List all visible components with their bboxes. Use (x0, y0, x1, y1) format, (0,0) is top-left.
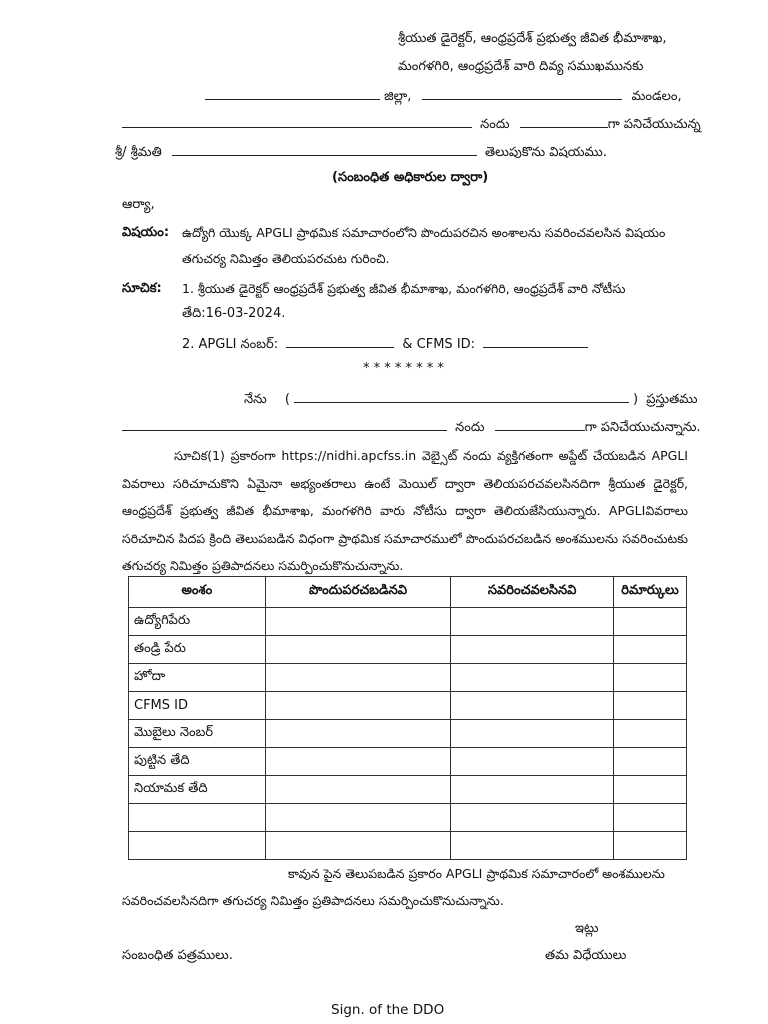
mandal-blank[interactable] (422, 87, 622, 100)
row-label-employee-name: ఉద్యోగిపేరు (129, 608, 266, 636)
name-line (115, 143, 607, 163)
cell[interactable] (265, 608, 451, 636)
cell[interactable] (614, 748, 687, 776)
col-header-existing: పొందుపరచబడినవి (265, 577, 451, 608)
row-label-appointment-date: నియామక తేది (129, 776, 266, 804)
cell[interactable] (614, 804, 687, 832)
informing-label: తెలుపుకొను విషయము. (485, 145, 607, 160)
i-line: నేను ( ) ప్రస్తుతము (244, 392, 698, 407)
cell[interactable] (265, 748, 451, 776)
addressee-line-1: శ్రీయుత డైరెక్టర్, ఆంధ్రప్రదేశ్ ప్రభుత్వ జీవిత భీమాశాఖ, (398, 31, 667, 46)
closing-line-2: సవరించవలసినదిగా తగుచర్య నిమిత్తం ప్రతిపాదనలు సమర్పించుకొనుచున్నాను. (122, 893, 504, 908)
cell[interactable] (129, 804, 266, 832)
in-label: నందు (480, 117, 510, 132)
closing-line-1: కావున పైన తెలుపబడిన ప్రకారం APGLI ప్రాథమిక సమాచారంలో అంశములను (288, 866, 665, 881)
in-label-2: నందు (455, 420, 485, 435)
table-row (129, 748, 687, 776)
enclosures: సంబంధిత పత్రములు. (122, 948, 233, 963)
cell[interactable] (451, 692, 614, 720)
working-label-2: గా పనిచేయుచున్నాను. (584, 420, 701, 435)
cell[interactable] (614, 692, 687, 720)
col-header-corrected: సవరించవలసినవి (451, 577, 614, 608)
cell[interactable] (451, 664, 614, 692)
separator-stars: * * * * * * * * (363, 361, 444, 376)
mandal-label: మండలం, (631, 89, 682, 104)
reference-1-line-1: 1. శ్రీయుత డైరెక్టర్ ఆంధ్రప్రదేశ్ ప్రభుత్వ జీవిత భీమాశాఖ, మంగళగిరి, ఆంధ్రప్రదేశ్ వారి నోటీసు (182, 281, 626, 296)
addressee-line-2: మంగళగిరి, ఆంధ్రప్రదేశ్ వారి దివ్య సముఖమునకు (398, 59, 644, 74)
subject-line-1: ఉద్యోగి యొక్క APGLI ప్రాథమిక సమాచారంలోని పొందుపరచిన అంశాలను సవరించవలసిన విషయం (182, 225, 666, 240)
table-row (129, 804, 687, 832)
district-blank[interactable] (205, 87, 380, 100)
cell[interactable] (129, 832, 266, 860)
correction-table (128, 576, 687, 860)
present-label: ప్రస్తుతము (646, 392, 698, 407)
table-row (129, 720, 687, 748)
cell[interactable] (451, 636, 614, 664)
table-row (129, 608, 687, 636)
office-blank[interactable] (122, 115, 472, 128)
cell[interactable] (614, 776, 687, 804)
designation-blank[interactable] (520, 115, 608, 128)
apgli-number-blank[interactable] (286, 335, 394, 348)
district-label: జిల్లా, (384, 89, 412, 104)
reference-1-line-2: తేది:16-03-2024. (182, 306, 286, 321)
cfms-id-label: & CFMS ID: (402, 337, 476, 352)
table-row (129, 692, 687, 720)
district-mandal-line (205, 87, 682, 107)
table-row (129, 636, 687, 664)
cfms-id-blank[interactable] (483, 335, 588, 348)
present-designation-blank[interactable] (495, 418, 585, 431)
cell[interactable] (451, 720, 614, 748)
apgli-number-label: 2. APGLI నంబర్: (182, 337, 279, 352)
cell[interactable] (265, 832, 451, 860)
body-paragraph: సూచిక(1) ప్రకారంగా https://nidhi.apcfss.in వెబ్సైట్ నందు వ్యక్తిగతంగా అప్డేట్ చేయబడిన APGLI వివరాలు సరిచూచుకొని ఏమైనా అభ్యంతరాలు ఉంటే మెయిల్ ద్వారా తెలియపరచవలసినదిగా శ్రీయుత డైరెక్టర్, ఆంధ్రప్రదేశ్ ప్రభుత్వ జీవిత భీమాశాఖ, మంగళగిరి వారు నోటీసు ద్వారా తెలియజేసియున్నారు. APGLIవివరాలు సరిచూచిన పిదప క్రింది తెలుపబడిన విధంగా ప్రాథమిక సమాచారములో పొందుపరచబడిన అంశములను సవరించుటకు తగుచర్య నిమిత్తం ప్రతిపాదనలు సమర్పించుకొనుచున్నాను. (122, 448, 688, 573)
cell[interactable] (265, 776, 451, 804)
cell[interactable] (451, 748, 614, 776)
cell[interactable] (265, 804, 451, 832)
cell[interactable] (265, 692, 451, 720)
reference-2 (182, 335, 588, 355)
col-header-item: అంశం (129, 577, 266, 608)
row-label-designation: హోదా (129, 664, 266, 692)
through-heading: (సంబంధిత అధికారుల ద్వారా) (332, 170, 489, 185)
present-office-line (122, 418, 701, 438)
working-label: గా పనిచేయుచున్న (607, 117, 701, 132)
row-label-mobile: మొబైలు నెంబర్ (129, 720, 266, 748)
sri-label: శ్రీ/ శ్రీమతి (115, 145, 162, 160)
cell[interactable] (451, 804, 614, 832)
table-row (129, 664, 687, 692)
office-line (122, 115, 701, 135)
subject-line-2: తగుచర్య నిమిత్తం తెలియపరచుట గురించి. (182, 251, 390, 266)
cell[interactable] (265, 636, 451, 664)
row-label-dob: పుట్టిన తేది (129, 748, 266, 776)
cell[interactable] (451, 776, 614, 804)
cell[interactable] (614, 720, 687, 748)
subject-label: విషయం: (122, 225, 170, 240)
employee-name-blank[interactable] (294, 390, 629, 403)
table-header-row (129, 577, 687, 608)
row-label-father-name: తండ్రి పేరు (129, 636, 266, 664)
cell[interactable] (451, 832, 614, 860)
table-row (129, 832, 687, 860)
i-label: నేను (244, 392, 267, 407)
cell[interactable] (614, 832, 687, 860)
cell[interactable] (265, 720, 451, 748)
cell[interactable] (614, 608, 687, 636)
col-header-remarks: రిమార్కులు (614, 577, 687, 608)
name-blank[interactable] (172, 143, 477, 156)
itlu: ఇట్లు (575, 921, 599, 936)
cell[interactable] (265, 664, 451, 692)
row-label-cfms-id: CFMS ID (129, 692, 266, 720)
table-row (129, 776, 687, 804)
present-office-blank[interactable] (122, 418, 447, 431)
salutation: ఆర్యా, (122, 197, 155, 212)
cell[interactable] (614, 636, 687, 664)
cell[interactable] (451, 608, 614, 636)
yours-faithfully: తమ విధేయులు (545, 948, 627, 963)
cell[interactable] (614, 664, 687, 692)
reference-label: సూచిక: (122, 281, 162, 296)
ddo-signature: Sign. of the DDO (331, 1002, 445, 1018)
